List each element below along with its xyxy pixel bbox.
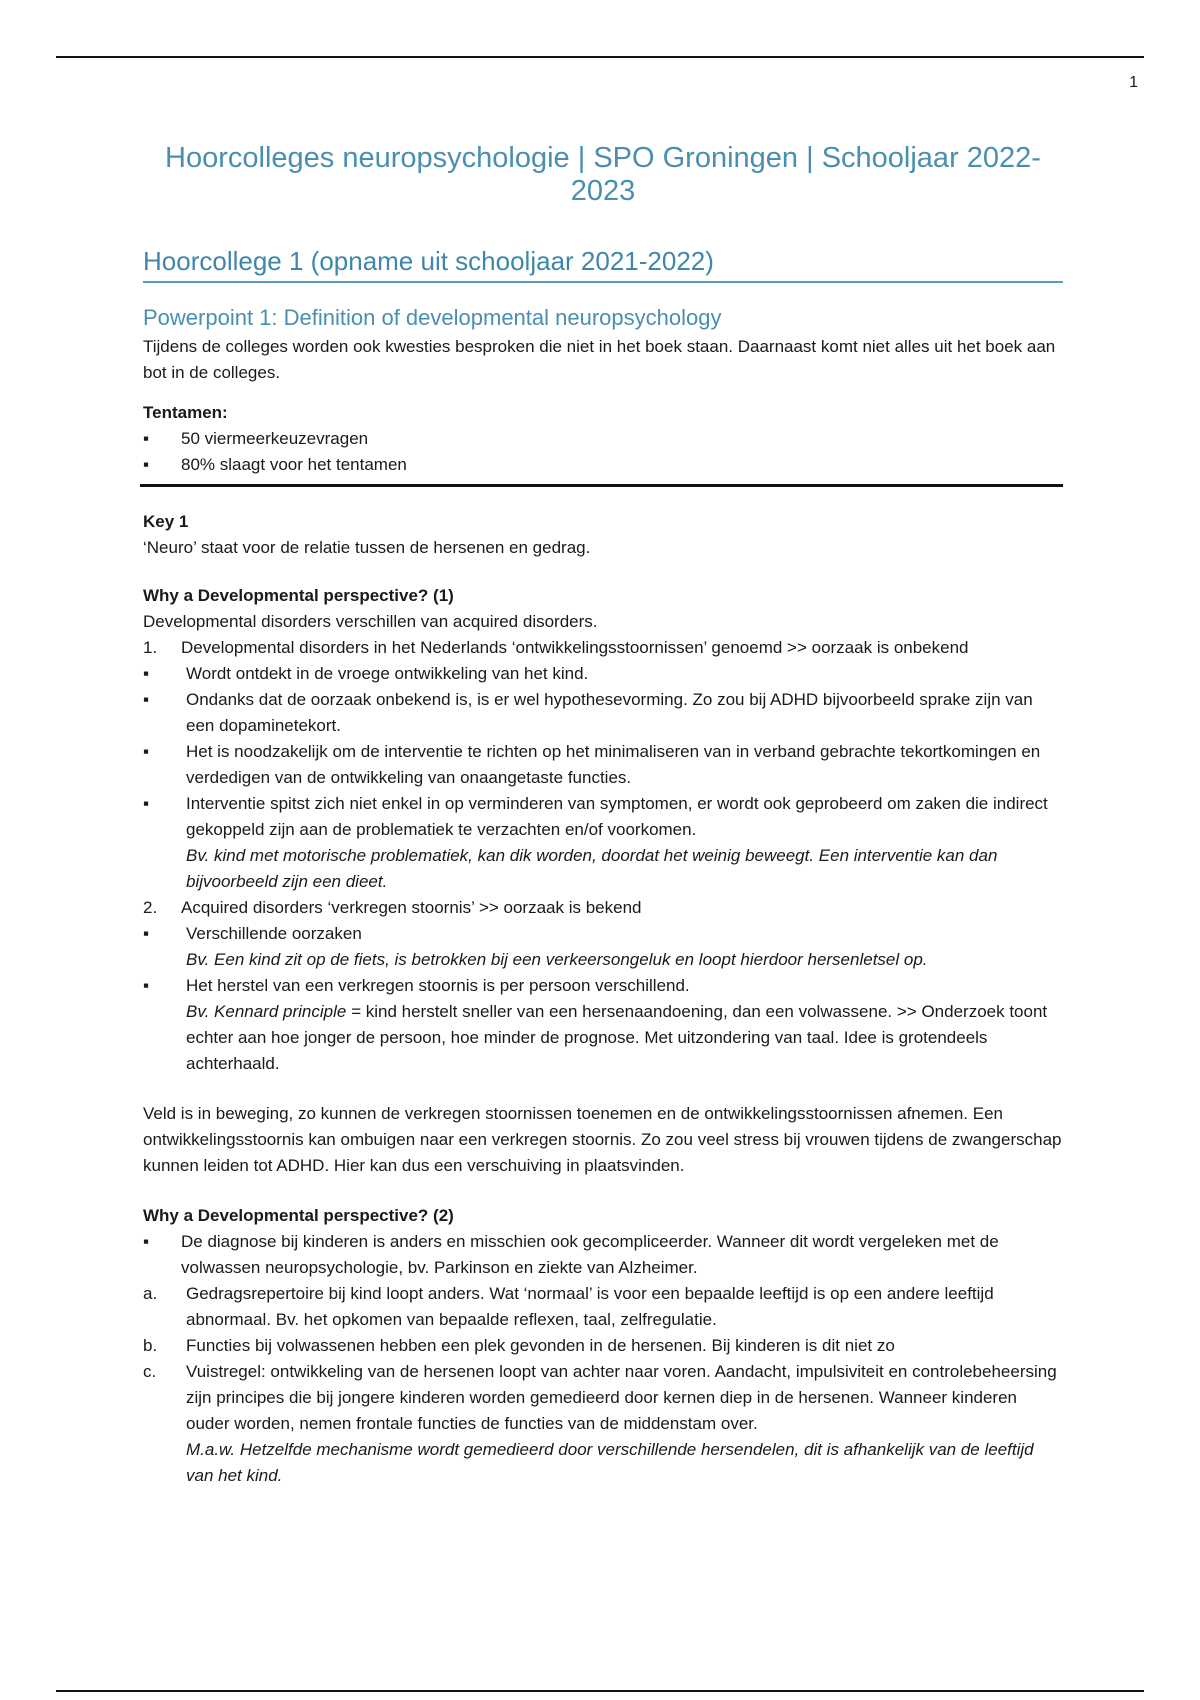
intro-paragraph: Tijdens de colleges worden ook kwesties besproken die niet in het boek staan. Daarnaast komt niet alles uit het boek aan bot in de colleges. (143, 337, 1056, 382)
example-text: Bv. kind met motorische problematiek, kan dik worden, doordat het weinig beweegt. Een interventie kan dan bijvoorbeeld zijn een dieet. (186, 846, 998, 891)
tentamen-list (143, 426, 1063, 478)
closing-paragraph: Veld is in beweging, zo kunnen de verkregen stoornissen toenemen en de ontwikkelingsstoornissen afnemen. Een ontwikkelingsstoornis kan ombuigen naar een verkregen stoornis. Zo zou veel stress bij vrouwen tijdens de zwangerschap kunnen leiden tot ADHD. Hier kan dus een verschuiving in plaatsvinden. (143, 1104, 1062, 1175)
heading-powerpoint-1: Powerpoint 1: Definition of developmental neuropsychology (143, 305, 722, 330)
bullet-icon (143, 739, 186, 791)
list-item: ▪ Het is noodzakelijk om de interventie te richten op het minimaliseren van in verband gebrachte tekortkomingen en verdedigen van de ontwikkeling van onaangetaste functies. (143, 739, 1063, 791)
bullet-icon (143, 661, 186, 687)
list-item: a. Gedragsrepertoire bij kind loopt anders. Wat ‘normaal’ is voor een bepaalde leeftijd is op een andere leeftijd abnormaal. Bv. het opkomen van bepaalde reflexen, taal, zelfregulatie. (143, 1284, 994, 1329)
header-rule (56, 56, 1144, 58)
key1-label: Key 1 (143, 512, 189, 531)
list-item: ▪ 80% slaagt voor het tentamen (143, 452, 1063, 478)
tentamen-label: Tentamen: (143, 403, 228, 422)
bullet-icon (143, 452, 181, 478)
list-item: ▪ 50 viermeerkeuzevragen (143, 426, 1063, 452)
bullet-icon (143, 973, 186, 1077)
why1-intro: Developmental disorders verschillen van acquired disorders. (143, 612, 598, 631)
sub-list (143, 1281, 1063, 1489)
key1-text: ‘Neuro’ staat voor de relatie tussen de hersenen en gedrag. (143, 538, 591, 557)
list-item: b. Functies bij volwassenen hebben een plek gevonden in de hersenen. Bij kinderen is dit niet zo (143, 1336, 895, 1355)
heading-hoorcollege-1: Hoorcollege 1 (opname uit schooljaar 2021-2022) (143, 246, 1063, 283)
list-item: ▪ Wordt ontdekt in de vroege ontwikkeling van het kind. (143, 661, 1063, 687)
page-number: 1 (1129, 74, 1138, 91)
list-item: ▪ Interventie spitst zich niet enkel in op verminderen van symptomen, er wordt ook geprobeerd om zaken die indirect gekoppeld zijn aan de problematiek te verzachten en/of voorkomen. Bv. kind met motorische problematiek, kan dik worden, doordat het weinig beweegt. Een interventie kan dan bijvoorbeeld zijn een dieet. (143, 791, 1063, 895)
why1-label: Why a Developmental perspective? (1) (143, 586, 454, 605)
bullet-icon (143, 921, 186, 973)
why2-label: Why a Developmental perspective? (2) (143, 1206, 454, 1225)
footer-rule (56, 1690, 1144, 1692)
example-text: M.a.w. Hetzelfde mechanisme wordt gemedieerd door verschillende hersendelen, dit is afhankelijk van de leeftijd van het kind. (186, 1440, 1034, 1485)
sub-list (143, 661, 1063, 895)
list-item: 2. Acquired disorders ‘verkregen stoornis’ >> oorzaak is bekend ▪ Verschillende oorzaken Bv. Een kind zit op de fiets, is betrokken bij een verkeersongeluk en loopt hierdoor hersenletsel op. ▪ Het herstel van een verkregen stoornis is per persoon verschillend. Bv. Kennard principle = kind herstelt sneller van een hersenaandoening, dan een volwassene. >> Onderzoek toont echter aan hoe jonger de persoon, hoe minder de prognose. Met uitzondering van taal. Idee is grotendeels achterhaald. (143, 895, 1063, 1077)
sub-list (143, 921, 1063, 1077)
list-item: ▪ Het herstel van een verkregen stoornis is per persoon verschillend. Bv. Kennard principle = kind herstelt sneller van een hersenaandoening, dan een volwassene. >> Onderzoek toont echter aan hoe jonger de persoon, hoe minder de prognose. Met uitzondering van taal. Idee is grotendeels achterhaald. (143, 973, 1063, 1077)
bullet-icon (143, 791, 186, 895)
bullet-icon (143, 1229, 181, 1281)
list-item: ▪ Ondanks dat de oorzaak onbekend is, is er wel hypothesevorming. Zo zou bij ADHD bijvoorbeeld sprake zijn van een dopaminetekort. (143, 687, 1063, 739)
list-item: c. Vuistregel: ontwikkeling van de hersenen loopt van achter naar voren. Aandacht, impulsiviteit en controlebeheersing zijn principes die bij jongere kinderen worden gemedieerd door kernen diep in de hersenen. Wanneer kinderen ouder worden, nemen frontale functies de functies van de middenstam over. M.a.w. Hetzelfde mechanisme wordt gemedieerd door verschillende hersendelen, dit is afhankelijk van de leeftijd van het kind. (143, 1362, 1057, 1485)
document-body (143, 142, 1063, 1489)
why1-numbered-list (143, 635, 1063, 1077)
section-divider (140, 484, 1063, 487)
example-text: Bv. Een kind zit op de fiets, is betrokken bij een verkeersongeluk en loopt hierdoor hersenletsel op. (186, 950, 928, 969)
document-title: Hoorcolleges neuropsychologie | SPO Groningen | Schooljaar 2022-2023 (165, 142, 1041, 207)
list-item: ▪ De diagnose bij kinderen is anders en misschien ook gecompliceerder. Wanneer dit wordt vergeleken met de volwassen neuropsychologie, bv. Parkinson en ziekte van Alzheimer. a. Gedragsrepertoire bij kind loopt anders. Wat ‘normaal’ is voor een bepaalde leeftijd is op een andere leeftijd abnormaal. Bv. het opkomen van bepaalde reflexen, taal, zelfregulatie. b. Functies bij volwassenen hebben een plek gevonden in de hersenen. Bij kinderen is dit niet zo c. Vuistregel: ontwikkeling van de hersenen loopt van achter naar voren. Aandacht, impulsiviteit en controlebeheersing zijn principes die bij jongere kinderen worden gemedieerd door kernen diep in de hersenen. Wanneer kinderen ouder worden, nemen frontale functies de functies van de middenstam over. M.a.w. Hetzelfde mechanisme wordt gemedieerd door verschillende hersendelen, dit is afhankelijk van de leeftijd van het kind. (143, 1229, 1063, 1489)
list-item: 1. Developmental disorders in het Nederlands ‘ontwikkelingsstoornissen’ genoemd >> oorzaak is onbekend ▪ Wordt ontdekt in de vroege ontwikkeling van het kind. ▪ Ondanks dat de oorzaak onbekend is, is er wel hypothesevorming. Zo zou bij ADHD bijvoorbeeld sprake zijn van een dopaminetekort. ▪ Het is noodzakelijk om de interventie te richten op het minimaliseren van in verband gebrachte tekortkomingen en verdedigen van de ontwikkeling van onaangetaste functies. ▪ Interventie spitst zich niet enkel in op verminderen van symptomen, er wordt ook geprobeerd om zaken die indirect gekoppeld zijn aan de problematiek te verzachten en/of voorkomen. Bv. kind met motorische problematiek, kan dik worden, doordat het weinig beweegt. Een interventie kan dan bijvoorbeeld zijn een dieet. (143, 635, 1063, 895)
bullet-icon (143, 687, 186, 739)
list-item: ▪ Verschillende oorzaken Bv. Een kind zit op de fiets, is betrokken bij een verkeersongeluk en loopt hierdoor hersenletsel op. (143, 921, 1063, 973)
why2-list (143, 1229, 1063, 1489)
bullet-icon (143, 426, 181, 452)
example-text: Bv. Kennard principle = (186, 1002, 366, 1021)
